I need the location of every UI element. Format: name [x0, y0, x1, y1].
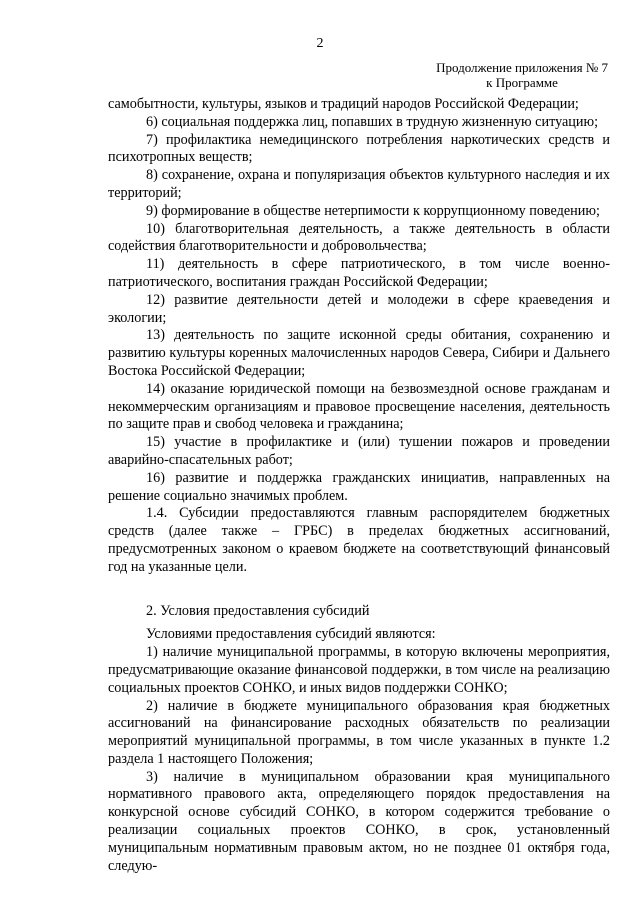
page-number: 2	[316, 36, 324, 51]
appendix-header-line-1: Продолжение приложения № 7	[436, 60, 608, 75]
list-item-9: 9) формирование в обществе нетерпимости к коррупционному поведению;	[146, 202, 600, 219]
list-item-14: 14) оказание юридической помощи на безвозмездной основе гражданам и некоммерческим организациям и правовое просвещение населения, деятельность по защите прав и свобод человека и гражданина;	[108, 380, 610, 433]
clause-1-4: 1.4. Субсидии предоставляются главным распорядителем бюджетных средств (далее также – ГРБС) в пределах бюджетных ассигнований, предусмотренных законом о краевом бюджете на соответствующий финансовый год на указанные цели.	[108, 505, 610, 575]
paragraph-continuation: самобытности, культуры, языков и традиций народов Российской Федерации;	[108, 96, 579, 112]
list-item-11: 11) деятельность в сфере патриотического, в том числе военно-патриотического, воспитания граждан Российской Федерации;	[108, 256, 610, 290]
appendix-header-line-2: к Программе	[486, 75, 558, 90]
list-item-15: 15) участие в профилактике и (или) тушении пожаров и проведении аварийно-спасательных работ;	[108, 434, 610, 468]
list-item-6: 6) социальная поддержка лиц, попавших в трудную жизненную ситуацию;	[146, 113, 599, 130]
list-item-8: 8) сохранение, охрана и популяризация объектов культурного наследия и их территорий;	[108, 167, 610, 201]
section-2-title: 2. Условия предоставления субсидий	[146, 602, 370, 619]
condition-item-2: 2) наличие в бюджете муниципального образования края бюджетных ассигнований на финансирование расходных обязательств по реализации мероприятий муниципальной программы, в том числе указанных в пункте 1.2 раздела 1 настоящего Положения;	[108, 697, 610, 767]
document-body	[108, 96, 610, 875]
list-item-7: 7) профилактика немедицинского потребления наркотических средств и психотропных веществ;	[108, 131, 610, 166]
list-item-10: 10) благотворительная деятельность, а также деятельность в области содействия благотворительности и добровольчества;	[108, 220, 610, 255]
list-item-16: 16) развитие и поддержка гражданских инициатив, направленных на решение социально значимых проблем.	[108, 469, 610, 504]
condition-item-3: 3) наличие в муниципальном образовании края муниципального нормативного правового акта, определяющего порядок предоставления на конкурсной основе субсидий СОНКО, в котором содержится требование о реализации социальных проектов СОНКО, в срок, установленный муниципальным нормативным правовым актом, но не позднее 01 октября года, следую-	[108, 768, 610, 874]
condition-item-1: 1) наличие муниципальной программы, в которую включены мероприятия, предусматривающие оказание финансовой поддержки, в том числе на реализацию социальных проектов СОНКО, и иных видов поддержки СОНКО;	[108, 644, 610, 696]
appendix-header	[436, 60, 608, 90]
section-spacer	[108, 577, 610, 590]
list-item-13: 13) деятельность по защите исконной среды обитания, сохранению и развитию культуры коренных малочисленных народов Севера, Сибири и Дальнего Востока Российской Федерации;	[108, 327, 610, 379]
list-item-12: 12) развитие деятельности детей и молодежи в сфере краеведения и экологии;	[108, 291, 610, 326]
section-2-intro: Условиями предоставления субсидий являются:	[146, 626, 436, 643]
